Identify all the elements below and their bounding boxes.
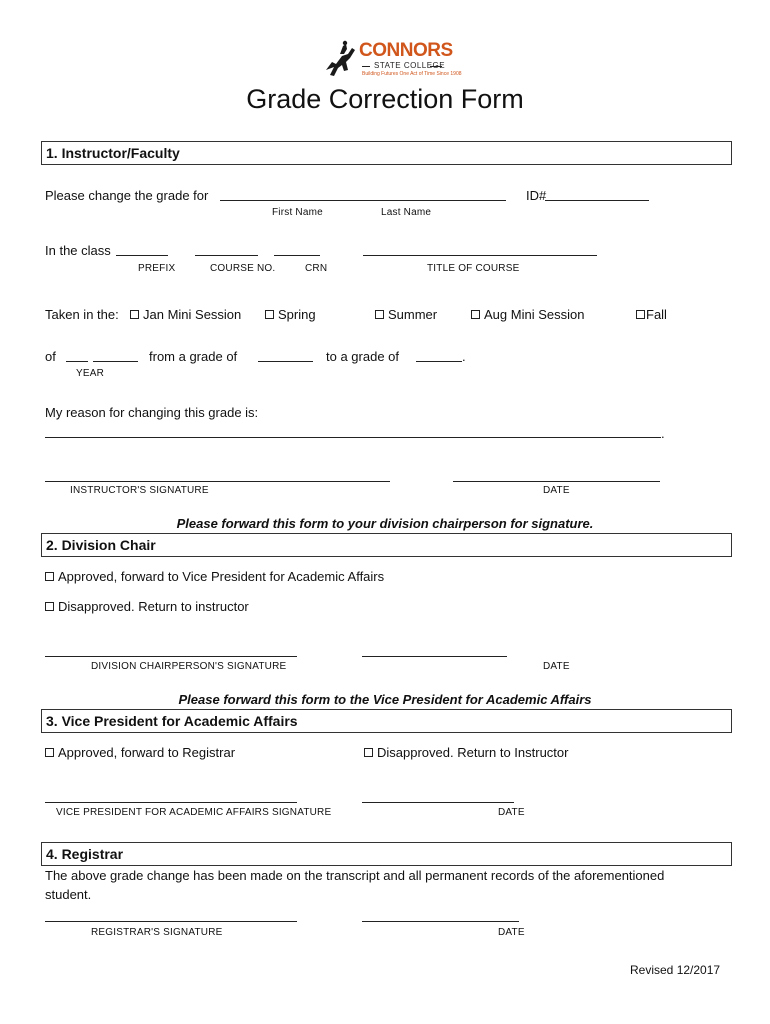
course-no-field[interactable] [195,255,258,256]
registrar-date-caption: DATE [498,927,525,938]
registrar-statement: The above grade change has been made on the transcript and all permanent records of the aforementioned [45,868,665,883]
logo-sub: STATE COLLEGE [374,61,446,70]
of-label: of [45,349,56,364]
first-name-caption: First Name [272,207,323,218]
chair-approved-option[interactable]: Approved, forward to Vice President for Academic Affairs [45,569,384,584]
prefix-caption: PREFIX [138,263,176,274]
instructor-date-field[interactable] [453,481,660,482]
id-label: ID# [526,188,547,203]
instructor-signature-caption: INSTRUCTOR'S SIGNATURE [70,485,209,496]
chair-disapproved-option[interactable]: Disapproved. Return to instructor [45,599,249,614]
horse-rider-icon [322,40,358,78]
page-title: Grade Correction Form [246,84,524,114]
please-change-label: Please change the grade for [45,188,209,203]
checkbox-icon[interactable] [45,748,54,757]
logo-rule-left [362,66,370,67]
prefix-field[interactable] [116,255,168,256]
from-grade-label: from a grade of [149,349,238,364]
instructor-date-caption: DATE [543,485,570,496]
in-the-class-label: In the class [45,243,111,258]
id-field[interactable] [545,200,649,201]
last-name-caption: Last Name [381,207,432,218]
forward-to-chair-note: Please forward this form to your division chairperson for signature. [176,516,594,531]
crn-field[interactable] [274,255,320,256]
vp-approved-option[interactable]: Approved, forward to Registrar [45,745,235,760]
session-jan-option[interactable]: Jan Mini Session [130,307,241,322]
section-registrar-heading: 4. Registrar [41,842,732,866]
logo-tagline: Building Futures One Act of Time Since 1908 [362,71,462,77]
chair-date-field[interactable] [362,656,507,657]
registrar-statement-cont: student. [45,887,92,902]
chair-signature-field[interactable] [45,656,297,657]
reason-field[interactable] [45,437,661,438]
registrar-date-field[interactable] [362,921,519,922]
checkbox-icon[interactable] [375,310,384,319]
taken-in-label: Taken in the: [45,307,119,322]
course-title-field[interactable] [363,255,597,256]
period: . [462,349,466,364]
session-summer-option[interactable]: Summer [375,307,437,322]
section-division-chair-heading: 2. Division Chair [41,533,732,557]
session-spring-option[interactable]: Spring [265,307,316,322]
vp-date-caption: DATE [498,807,525,818]
checkbox-icon[interactable] [45,572,54,581]
vp-date-field[interactable] [362,802,514,803]
title-of-course-caption: TITLE OF COURSE [427,263,520,274]
checkbox-icon[interactable] [45,602,54,611]
vp-disapproved-option[interactable]: Disapproved. Return to Instructor [364,745,568,760]
reason-period: . [661,426,665,441]
instructor-signature-field[interactable] [45,481,390,482]
session-fall-option[interactable]: Fall [636,307,667,322]
checkbox-icon[interactable] [265,310,274,319]
student-name-field[interactable] [220,200,506,201]
logo-rule-right [430,66,442,67]
reason-label: My reason for changing this grade is: [45,405,259,420]
to-grade-label: to a grade of [326,349,399,364]
chair-date-caption: DATE [543,661,570,672]
registrar-signature-field[interactable] [45,921,297,922]
checkbox-icon[interactable] [364,748,373,757]
checkbox-icon[interactable] [636,310,645,319]
checkbox-icon[interactable] [130,310,139,319]
section-instructor-heading: 1. Instructor/Faculty [41,141,732,165]
vp-signature-field[interactable] [45,802,297,803]
course-no-caption: COURSE NO. [210,263,276,274]
year-caption: YEAR [76,368,105,379]
section-vp-heading: 3. Vice President for Academic Affairs [41,709,732,733]
revision-note: Revised 12/2017 [630,963,721,977]
registrar-signature-caption: REGISTRAR'S SIGNATURE [91,927,223,938]
session-aug-option[interactable]: Aug Mini Session [471,307,584,322]
crn-caption: CRN [305,263,328,274]
logo-name: CONNORS [359,40,453,61]
chair-signature-caption: DIVISION CHAIRPERSON'S SIGNATURE [91,661,287,672]
to-grade-field[interactable] [416,361,462,362]
checkbox-icon[interactable] [471,310,480,319]
year-prefix-field[interactable] [66,361,88,362]
year-field[interactable] [93,361,138,362]
forward-to-vp-note: Please forward this form to the Vice President for Academic Affairs [178,692,592,707]
vp-signature-caption: VICE PRESIDENT FOR ACADEMIC AFFAIRS SIGNATURE [56,807,332,818]
from-grade-field[interactable] [258,361,313,362]
